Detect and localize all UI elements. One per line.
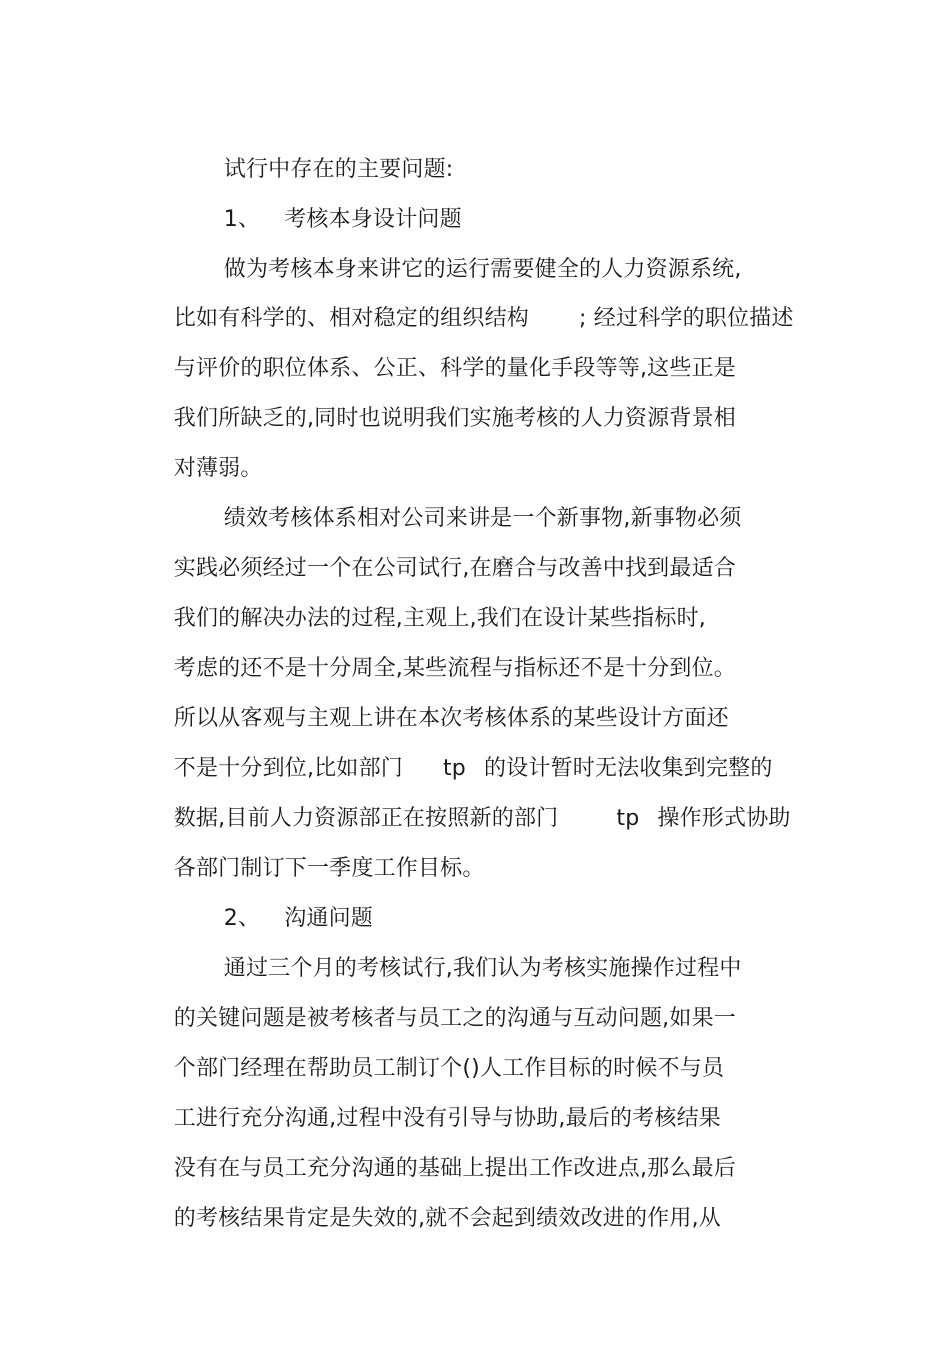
text-line: 实践必须经过一个在公司试行,在磨合与改善中找到最适合 — [173, 556, 736, 581]
paragraph-line — [145, 1177, 721, 1261]
text-line: 通过三个月的考核试行,我们认为考核实施操作过程中 — [223, 956, 742, 981]
text-line: 操作形式协助 — [657, 806, 791, 831]
text-line: 所以从客观与主观上讲在本次考核体系的某些设计方面还 — [173, 706, 729, 731]
text-line: 与评价的职位体系、公正、科学的量化手段等等,这些正是 — [173, 356, 736, 381]
text-line: 工进行充分沟通,过程中没有引导与协助,最后的考核结果 — [173, 1106, 721, 1131]
text-line: 我们所缺乏的,同时也说明我们实施考核的人力资源背景相 — [173, 406, 736, 431]
text-line: 的关键问题是被考核者与员工之的沟通与互动问题,如果一 — [173, 1006, 736, 1031]
text-line: tp — [616, 806, 640, 831]
text-line: 各部门制订下一季度工作目标。 — [173, 856, 485, 881]
text-line: 考虑的还不是十分周全,某些流程与指标还不是十分到位。 — [173, 656, 736, 681]
heading-number: 2、 — [223, 906, 261, 931]
text-line: 个部门经理在帮助员工制订个()人工作目标的时候不与员 — [173, 1056, 725, 1081]
text-line: 的考核结果肯定是失效的,就不会起到绩效改进的作用,从 — [173, 1206, 721, 1231]
text-line: 绩效考核体系相对公司来讲是一个新事物,新事物必须 — [223, 506, 742, 531]
text-line: 数据,目前人力资源部正在按照新的部门 — [173, 806, 559, 831]
text-line: 不是十分到位,比如部门 — [173, 756, 403, 781]
heading-title: 考核本身设计问题 — [284, 207, 462, 232]
text-line: tp — [442, 756, 466, 781]
text-line: 没有在与员工充分沟通的基础上提出工作改进点,那么最后 — [173, 1156, 736, 1181]
text-line: 对薄弱。 — [173, 456, 263, 481]
heading-number: 1、 — [223, 207, 261, 232]
text-line: 我们的解决办法的过程,主观上,我们在设计某些指标时, — [173, 606, 706, 631]
text-line: ; 经过科学的职位描述 — [578, 306, 794, 331]
text-line: 的设计暂时无法收集到完整的 — [483, 756, 773, 781]
heading-title: 沟通问题 — [284, 906, 373, 931]
text-line: 做为考核本身来讲它的运行需要健全的人力资源系统, — [223, 257, 742, 282]
text-line: 比如有科学的、相对稳定的组织结构 — [173, 306, 529, 331]
text-line: 试行中存在的主要问题: — [223, 157, 454, 182]
